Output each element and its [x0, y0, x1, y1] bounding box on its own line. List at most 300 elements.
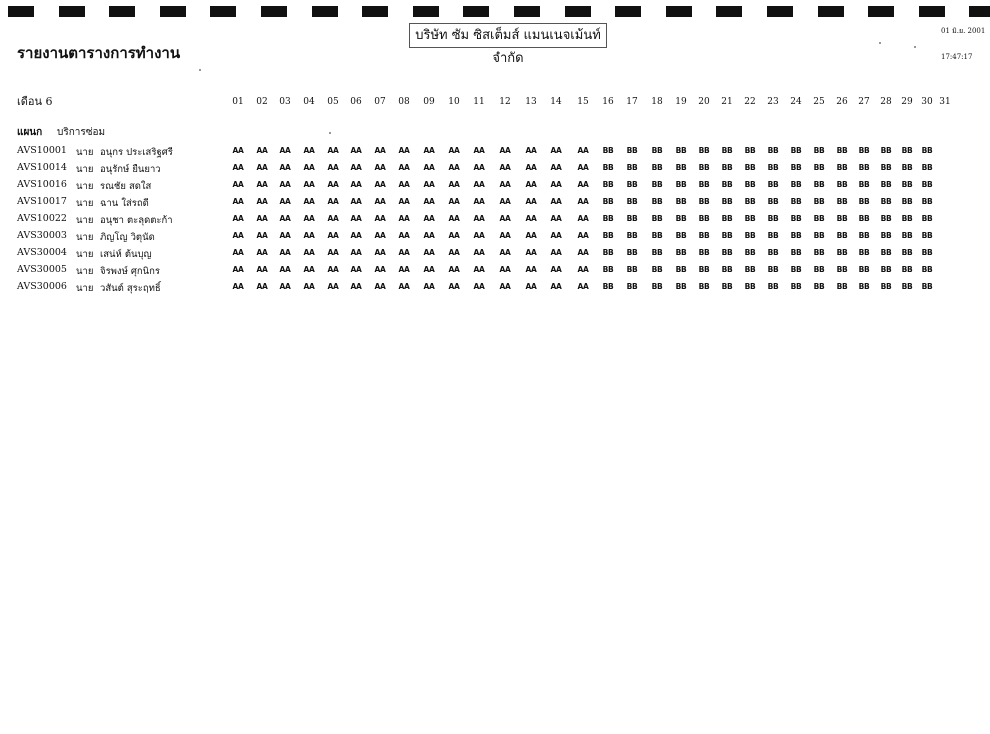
perforation-hole: [969, 6, 990, 17]
shift-code-cell: AA: [303, 180, 315, 189]
shift-code-cell: AA: [303, 231, 315, 240]
shift-code-cell: AA: [327, 231, 339, 240]
shift-code-cell: BB: [767, 214, 779, 223]
shift-code-cell: AA: [374, 163, 386, 172]
shift-code-cell: AA: [473, 180, 485, 189]
print-time: 17:47:17: [941, 53, 973, 61]
shift-code-cell: BB: [767, 282, 779, 291]
day-header-cell: 10: [448, 97, 460, 107]
shift-code-cell: BB: [858, 265, 870, 274]
shift-code-cell: AA: [279, 248, 291, 257]
shift-code-cell: AA: [499, 146, 511, 155]
shift-code-cell: BB: [698, 282, 710, 291]
shift-code-cell: AA: [374, 197, 386, 206]
shift-code-cell: BB: [602, 282, 614, 291]
shift-code-cell: AA: [232, 282, 244, 291]
shift-code-cell: AA: [398, 180, 410, 189]
shift-code-cell: BB: [880, 231, 892, 240]
table-row: [0, 247, 990, 263]
shift-code-cell: AA: [448, 282, 460, 291]
shift-code-cell: AA: [256, 231, 268, 240]
shift-code-cell: AA: [525, 214, 537, 223]
shift-code-cell: AA: [448, 163, 460, 172]
shift-code-cell: BB: [880, 197, 892, 206]
shift-code-cell: AA: [350, 248, 362, 257]
shift-code-cell: AA: [398, 146, 410, 155]
perforation-hole: [109, 6, 135, 17]
scan-speck: [914, 46, 916, 48]
day-header-cell: 20: [698, 97, 710, 107]
shift-code-cell: BB: [813, 146, 825, 155]
shift-code-cell: BB: [675, 231, 687, 240]
shift-code-cell: AA: [473, 146, 485, 155]
perforation-hole: [463, 6, 489, 17]
shift-code-cell: AA: [577, 265, 589, 274]
shift-code-cell: BB: [651, 197, 663, 206]
shift-code-cell: AA: [577, 282, 589, 291]
shift-code-cell: AA: [577, 180, 589, 189]
perforation-hole: [666, 6, 692, 17]
employee-name: อนุกร ประเสริฐศรี: [100, 147, 173, 158]
shift-code-cell: BB: [901, 265, 913, 274]
shift-code-cell: BB: [858, 146, 870, 155]
shift-code-cell: BB: [836, 231, 848, 240]
shift-code-cell: AA: [499, 180, 511, 189]
shift-code-cell: AA: [423, 163, 435, 172]
shift-code-cell: BB: [921, 163, 933, 172]
shift-code-cell: AA: [327, 163, 339, 172]
shift-code-cell: AA: [350, 163, 362, 172]
shift-code-cell: BB: [813, 214, 825, 223]
shift-code-cell: BB: [651, 265, 663, 274]
day-header-cell: 05: [327, 97, 339, 107]
shift-code-cell: BB: [651, 146, 663, 155]
shift-code-cell: AA: [525, 163, 537, 172]
shift-code-cell: BB: [675, 197, 687, 206]
table-row: [0, 264, 990, 280]
shift-code-cell: AA: [525, 265, 537, 274]
shift-code-cell: AA: [448, 197, 460, 206]
shift-code-cell: BB: [880, 214, 892, 223]
shift-code-cell: BB: [790, 197, 802, 206]
shift-code-cell: BB: [675, 180, 687, 189]
shift-code-cell: AA: [473, 163, 485, 172]
day-header-cell: 12: [499, 97, 511, 107]
shift-code-cell: BB: [836, 180, 848, 189]
shift-code-cell: AA: [327, 197, 339, 206]
shift-code-cell: AA: [327, 146, 339, 155]
shift-code-cell: BB: [602, 146, 614, 155]
table-row: [0, 196, 990, 212]
day-header-cell: 24: [790, 97, 802, 107]
shift-code-cell: BB: [813, 265, 825, 274]
perforation-hole: [919, 6, 945, 17]
shift-code-cell: AA: [374, 214, 386, 223]
day-header-cell: 18: [651, 97, 663, 107]
shift-code-cell: BB: [721, 265, 733, 274]
day-header-cell: 23: [767, 97, 779, 107]
shift-code-cell: AA: [279, 180, 291, 189]
scan-speck: [329, 132, 331, 134]
shift-code-cell: AA: [473, 231, 485, 240]
shift-code-cell: BB: [836, 163, 848, 172]
shift-code-cell: BB: [921, 231, 933, 240]
shift-code-cell: AA: [398, 282, 410, 291]
shift-code-cell: AA: [525, 231, 537, 240]
shift-code-cell: BB: [744, 214, 756, 223]
shift-code-cell: BB: [858, 282, 870, 291]
shift-code-cell: BB: [602, 214, 614, 223]
employee-name: เสน่ห์ ต้นบุญ: [100, 249, 152, 260]
shift-code-cell: AA: [374, 146, 386, 155]
shift-code-cell: AA: [499, 163, 511, 172]
shift-code-cell: BB: [790, 214, 802, 223]
shift-code-cell: AA: [423, 180, 435, 189]
shift-code-cell: AA: [374, 180, 386, 189]
shift-code-cell: BB: [698, 265, 710, 274]
day-header-cell: 25: [813, 97, 825, 107]
shift-code-cell: AA: [499, 214, 511, 223]
shift-code-cell: AA: [448, 265, 460, 274]
day-header-cell: 04: [303, 97, 315, 107]
shift-code-cell: AA: [279, 265, 291, 274]
employee-name: วสันต์ สุระฤทธิ์: [100, 283, 161, 294]
table-row: [0, 145, 990, 161]
shift-code-cell: BB: [744, 146, 756, 155]
company-name-box: บริษัท ซัม ซิสเต็มส์ แมนเนจเม้นท์ จำกัด: [409, 23, 607, 48]
shift-code-cell: BB: [901, 214, 913, 223]
shift-code-cell: BB: [921, 180, 933, 189]
day-header-cell: 01: [232, 97, 244, 107]
shift-code-cell: BB: [790, 180, 802, 189]
employee-prefix: นาย: [76, 164, 94, 175]
shift-code-cell: BB: [675, 248, 687, 257]
shift-code-cell: BB: [721, 248, 733, 257]
shift-code-cell: AA: [525, 282, 537, 291]
shift-code-cell: AA: [350, 214, 362, 223]
day-header-cell: 26: [836, 97, 848, 107]
department-label: แผนก: [17, 127, 43, 138]
shift-code-cell: BB: [901, 163, 913, 172]
employee-prefix: นาย: [76, 232, 94, 243]
shift-code-cell: AA: [232, 180, 244, 189]
shift-code-cell: AA: [279, 163, 291, 172]
shift-code-cell: BB: [880, 163, 892, 172]
perforation-hole: [160, 6, 186, 17]
shift-code-cell: BB: [836, 146, 848, 155]
employee-name: จิรพงษ์ ศุกนิกร: [100, 266, 160, 277]
shift-code-cell: AA: [473, 214, 485, 223]
shift-code-cell: BB: [626, 214, 638, 223]
day-header-cell: 29: [901, 97, 913, 107]
shift-code-cell: AA: [350, 265, 362, 274]
shift-code-cell: AA: [303, 214, 315, 223]
day-header-cell: 17: [626, 97, 638, 107]
shift-code-cell: AA: [550, 214, 562, 223]
shift-code-cell: AA: [525, 146, 537, 155]
shift-code-cell: BB: [901, 180, 913, 189]
shift-code-cell: AA: [550, 197, 562, 206]
shift-code-cell: BB: [744, 248, 756, 257]
shift-code-cell: BB: [836, 282, 848, 291]
shift-code-cell: BB: [880, 282, 892, 291]
employee-id: AVS10001: [17, 145, 67, 156]
employee-prefix: นาย: [76, 249, 94, 260]
perforation-hole: [413, 6, 439, 17]
shift-code-cell: BB: [790, 163, 802, 172]
shift-code-cell: AA: [550, 231, 562, 240]
tractor-feed-perforation: [0, 6, 990, 18]
shift-code-cell: BB: [721, 163, 733, 172]
shift-code-cell: BB: [813, 282, 825, 291]
employee-id: AVS10022: [17, 213, 67, 224]
shift-code-cell: BB: [698, 214, 710, 223]
shift-code-cell: AA: [350, 146, 362, 155]
shift-code-cell: AA: [232, 214, 244, 223]
shift-code-cell: BB: [602, 180, 614, 189]
shift-code-cell: BB: [767, 197, 779, 206]
shift-code-cell: BB: [836, 265, 848, 274]
shift-code-cell: BB: [626, 180, 638, 189]
shift-code-cell: AA: [279, 146, 291, 155]
day-header-cell: 19: [675, 97, 687, 107]
shift-code-cell: AA: [550, 146, 562, 155]
shift-code-cell: AA: [350, 231, 362, 240]
employee-id: AVS30005: [17, 264, 67, 275]
shift-code-cell: AA: [448, 231, 460, 240]
shift-code-cell: BB: [698, 197, 710, 206]
shift-code-cell: AA: [448, 248, 460, 257]
shift-code-cell: AA: [550, 180, 562, 189]
scan-speck: [199, 69, 201, 71]
shift-code-cell: BB: [836, 197, 848, 206]
shift-code-cell: BB: [921, 248, 933, 257]
shift-code-cell: BB: [790, 146, 802, 155]
shift-code-cell: BB: [858, 231, 870, 240]
shift-code-cell: BB: [880, 265, 892, 274]
shift-code-cell: BB: [921, 146, 933, 155]
shift-code-cell: AA: [577, 248, 589, 257]
perforation-hole: [767, 6, 793, 17]
shift-code-cell: BB: [698, 231, 710, 240]
employee-prefix: นาย: [76, 266, 94, 277]
shift-code-cell: AA: [350, 282, 362, 291]
shift-code-cell: AA: [327, 180, 339, 189]
shift-code-cell: AA: [232, 265, 244, 274]
shift-code-cell: AA: [374, 248, 386, 257]
shift-code-cell: AA: [423, 231, 435, 240]
shift-code-cell: BB: [901, 231, 913, 240]
shift-code-cell: BB: [675, 214, 687, 223]
shift-code-cell: BB: [813, 231, 825, 240]
perforation-hole: [716, 6, 742, 17]
shift-code-cell: BB: [836, 214, 848, 223]
shift-code-cell: AA: [303, 265, 315, 274]
shift-code-cell: AA: [525, 248, 537, 257]
shift-code-cell: BB: [921, 282, 933, 291]
shift-code-cell: BB: [901, 248, 913, 257]
shift-code-cell: AA: [550, 248, 562, 257]
shift-code-cell: BB: [880, 146, 892, 155]
day-header-cell: 06: [350, 97, 362, 107]
employee-prefix: นาย: [76, 283, 94, 294]
perforation-hole: [868, 6, 894, 17]
perforation-hole: [59, 6, 85, 17]
shift-code-cell: BB: [921, 214, 933, 223]
shift-code-cell: BB: [721, 146, 733, 155]
shift-code-cell: AA: [499, 248, 511, 257]
shift-code-cell: BB: [790, 265, 802, 274]
shift-code-cell: BB: [767, 163, 779, 172]
shift-code-cell: BB: [813, 163, 825, 172]
department-value: บริการซ่อม: [57, 127, 106, 138]
shift-code-cell: BB: [744, 231, 756, 240]
shift-code-cell: BB: [767, 231, 779, 240]
shift-code-cell: BB: [767, 146, 779, 155]
shift-code-cell: AA: [279, 197, 291, 206]
shift-code-cell: AA: [525, 197, 537, 206]
shift-code-cell: AA: [499, 231, 511, 240]
day-header-cell: 15: [577, 97, 589, 107]
shift-code-cell: BB: [602, 248, 614, 257]
shift-code-cell: AA: [303, 248, 315, 257]
shift-code-cell: BB: [698, 146, 710, 155]
shift-code-cell: BB: [790, 248, 802, 257]
shift-code-cell: BB: [626, 197, 638, 206]
shift-code-cell: BB: [790, 231, 802, 240]
perforation-hole: [615, 6, 641, 17]
table-row: [0, 213, 990, 229]
shift-code-cell: BB: [602, 231, 614, 240]
employee-id: AVS10014: [17, 162, 67, 173]
shift-code-cell: AA: [525, 180, 537, 189]
shift-code-cell: AA: [232, 163, 244, 172]
shift-code-cell: AA: [423, 248, 435, 257]
shift-code-cell: BB: [858, 197, 870, 206]
day-header-cell: 07: [374, 97, 386, 107]
employee-name: อนุชา ตะลุดตะก้า: [100, 215, 173, 226]
shift-code-cell: BB: [675, 163, 687, 172]
shift-code-cell: AA: [423, 197, 435, 206]
shift-code-cell: BB: [626, 282, 638, 291]
table-row: [0, 162, 990, 178]
shift-code-cell: AA: [423, 282, 435, 291]
shift-code-cell: AA: [550, 265, 562, 274]
shift-code-cell: BB: [813, 197, 825, 206]
shift-code-cell: BB: [651, 248, 663, 257]
shift-code-cell: BB: [626, 146, 638, 155]
day-header-cell: 08: [398, 97, 410, 107]
day-header-cell: 16: [602, 97, 614, 107]
day-header-cell: 31: [939, 97, 951, 107]
shift-code-cell: BB: [813, 248, 825, 257]
shift-code-cell: BB: [836, 248, 848, 257]
shift-code-cell: AA: [327, 282, 339, 291]
perforation-hole: [362, 6, 388, 17]
shift-code-cell: BB: [744, 197, 756, 206]
shift-code-cell: BB: [744, 282, 756, 291]
shift-code-cell: BB: [675, 146, 687, 155]
shift-code-cell: AA: [256, 146, 268, 155]
employee-id: AVS30004: [17, 247, 67, 258]
shift-code-cell: BB: [744, 163, 756, 172]
shift-code-cell: AA: [232, 248, 244, 257]
table-row: [0, 179, 990, 195]
employee-prefix: นาย: [76, 147, 94, 158]
shift-code-cell: BB: [901, 282, 913, 291]
shift-code-cell: BB: [744, 180, 756, 189]
day-header-cell: 03: [279, 97, 291, 107]
shift-code-cell: AA: [423, 146, 435, 155]
shift-code-cell: AA: [256, 265, 268, 274]
day-header-cell: 30: [921, 97, 933, 107]
shift-code-cell: AA: [577, 214, 589, 223]
shift-code-cell: BB: [721, 282, 733, 291]
day-header-cell: 28: [880, 97, 892, 107]
shift-code-cell: AA: [256, 214, 268, 223]
table-row: [0, 230, 990, 246]
day-header-cell: 02: [256, 97, 268, 107]
employee-name: อนุรักษ์ ยืนยาว: [100, 164, 161, 175]
shift-code-cell: AA: [303, 197, 315, 206]
perforation-hole: [261, 6, 287, 17]
day-header-cell: 27: [858, 97, 870, 107]
shift-code-cell: BB: [698, 163, 710, 172]
shift-code-cell: BB: [698, 180, 710, 189]
shift-code-cell: BB: [602, 197, 614, 206]
shift-code-cell: AA: [327, 214, 339, 223]
shift-code-cell: BB: [651, 282, 663, 291]
shift-code-cell: AA: [374, 231, 386, 240]
shift-code-cell: AA: [303, 163, 315, 172]
month-label: เดือน 6: [17, 95, 53, 108]
shift-code-cell: BB: [858, 163, 870, 172]
shift-code-cell: AA: [550, 163, 562, 172]
shift-code-cell: BB: [901, 197, 913, 206]
shift-code-cell: AA: [577, 146, 589, 155]
employee-name: ฉาน ใส่รถดี: [100, 198, 149, 209]
employee-prefix: นาย: [76, 198, 94, 209]
shift-code-cell: AA: [350, 197, 362, 206]
perforation-hole: [8, 6, 34, 17]
perforation-hole: [312, 6, 338, 17]
perforation-hole: [210, 6, 236, 17]
shift-code-cell: AA: [232, 146, 244, 155]
shift-code-cell: AA: [256, 180, 268, 189]
shift-code-cell: AA: [374, 265, 386, 274]
shift-code-cell: AA: [473, 248, 485, 257]
shift-code-cell: BB: [651, 180, 663, 189]
employee-name: ภิญโญ วิตุนัด: [100, 232, 155, 243]
shift-code-cell: AA: [473, 197, 485, 206]
print-date: 01 มิ.ย. 2001: [941, 27, 986, 35]
employee-name: รณชัย สดใส: [100, 181, 152, 192]
shift-code-cell: BB: [675, 282, 687, 291]
shift-code-cell: BB: [651, 231, 663, 240]
shift-code-cell: AA: [232, 231, 244, 240]
shift-code-cell: BB: [721, 197, 733, 206]
shift-code-cell: BB: [602, 163, 614, 172]
shift-code-cell: BB: [651, 214, 663, 223]
shift-code-cell: AA: [256, 248, 268, 257]
shift-code-cell: BB: [698, 248, 710, 257]
shift-code-cell: AA: [473, 282, 485, 291]
shift-code-cell: AA: [423, 214, 435, 223]
shift-code-cell: AA: [499, 265, 511, 274]
shift-code-cell: AA: [448, 146, 460, 155]
shift-code-cell: AA: [577, 197, 589, 206]
shift-code-cell: AA: [327, 248, 339, 257]
